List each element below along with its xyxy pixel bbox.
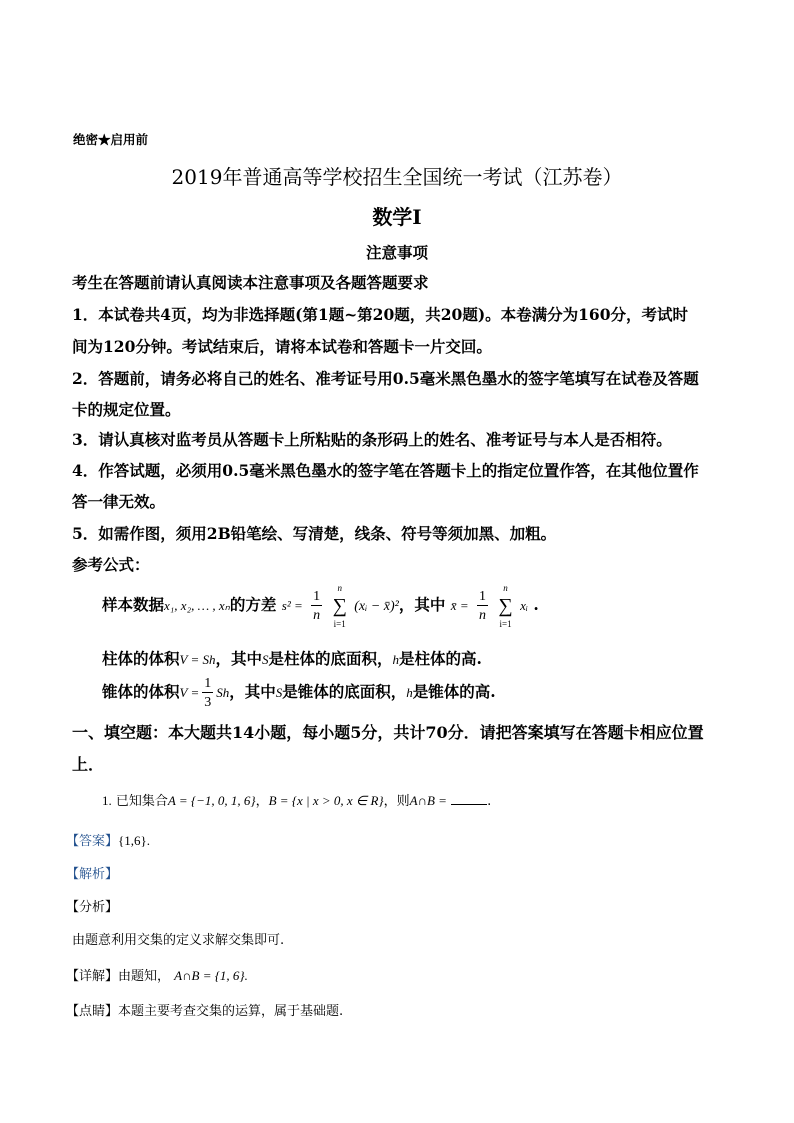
sum-lower: i=1: [499, 619, 512, 629]
cone-S: S: [275, 685, 283, 700]
prism-formula: [102, 650, 482, 669]
variance-formula: [102, 582, 539, 630]
fraction-1-over-n: [311, 588, 322, 624]
numerator: 1: [313, 589, 321, 604]
fraction-1-over-3: [202, 675, 213, 711]
question-1: [102, 792, 491, 810]
cone-rhs: Sh: [216, 685, 230, 700]
answer-value: {1,6}.: [118, 833, 150, 848]
cone-text2: 是锥体的底面积，: [282, 682, 407, 701]
detail-line: [66, 968, 248, 985]
prism-S: S: [262, 652, 269, 667]
denominator: n: [313, 608, 321, 623]
numerator: 1: [204, 676, 212, 691]
fenxi-label: 【分析】: [66, 900, 119, 915]
comment-label: 【点睛】: [66, 1004, 119, 1019]
fenxi-text: 由题意利用交集的定义求解交集即可.: [72, 933, 285, 948]
fraction-1-over-n: [477, 588, 488, 624]
prism-text3: 是柱体的高.: [399, 649, 482, 668]
question-end: .: [487, 794, 492, 809]
sample-vars: x₁, x₂, … , xₙ: [164, 598, 230, 613]
sum-upper: n: [503, 583, 508, 593]
comment-line: [66, 1004, 343, 1020]
classification-label: 绝密★启用前: [73, 132, 149, 147]
question-text2: ，则: [383, 794, 410, 809]
section-heading: 一、填空题：本大题共14小题，每小题5分，共计70分．请把答案填写在答题卡相应位置: [72, 723, 704, 742]
notice-item-5: 5．如需作图，须用2B铅笔绘、写清楚，线条、符号等须加黑、加粗。: [72, 524, 557, 543]
question-sep: ，: [255, 794, 269, 809]
mean-lhs: x̄ =: [450, 598, 469, 613]
detail-expr: A∩B = {1, 6}.: [174, 968, 248, 983]
notice-item-3: 3．请认真核对监考员从答题卡上所粘贴的条形码上的姓名、准考证号与本人是否相符。: [72, 430, 672, 449]
variance-sep: ，其中: [398, 595, 446, 614]
question-expr: A∩B =: [409, 793, 447, 808]
variance-body: (xᵢ − x̄)²: [354, 599, 399, 614]
formula-heading: 参考公式：: [72, 555, 150, 574]
cone-h: h: [406, 685, 413, 700]
set-a: A = {−1, 0, 1, 6}: [167, 793, 256, 808]
notice-item-2-cont: 卡的规定位置。: [72, 400, 181, 419]
variance-prefix: 样本数据: [102, 595, 165, 614]
question-text: 已知集合: [115, 794, 168, 809]
notice-item-4-cont: 答一律无效。: [72, 492, 166, 511]
sum-upper: n: [337, 583, 342, 593]
prism-text2: 是柱体的底面积，: [268, 649, 393, 668]
exam-title: 2019年普通高等学校招生全国统一考试（江苏卷）: [171, 165, 623, 189]
answer-label: 【答案】: [66, 834, 119, 849]
question-number: 1.: [102, 793, 112, 808]
notice-item-2: 2．答题前，请务必将自己的姓名、准考证号用0.5毫米黑色墨水的签字笔填写在试卷及答题: [72, 369, 699, 388]
cone-formula: [102, 675, 496, 711]
prism-eq: V = Sh: [179, 652, 216, 667]
cone-prefix: 锥体的体积: [102, 682, 180, 701]
answer-blank: [451, 792, 487, 805]
numerator: 1: [479, 589, 486, 604]
set-b: B = {x | x > 0, x ∈ R}: [268, 793, 384, 808]
notice-heading: 注意事项: [365, 243, 428, 262]
variance-lhs: s² =: [281, 598, 303, 613]
denominator: n: [479, 608, 486, 623]
prism-prefix: 柱体的体积: [102, 649, 180, 668]
notice-intro: 考生在答题前请认真阅读本注意事项及各题答题要求: [72, 273, 429, 292]
cone-text1: ，其中: [229, 682, 276, 701]
notice-item-1: 1．本试卷共4页，均为非选择题(第1题~第20题，共20题)。本卷满分为160分，考试时: [72, 305, 689, 324]
denominator: 3: [204, 695, 212, 710]
sum-lower: i=1: [333, 619, 346, 629]
prism-text1: ，其中: [215, 649, 263, 668]
detail-label: 【详解】: [66, 969, 119, 984]
end-dot: .: [533, 595, 539, 614]
prism-h: h: [392, 652, 400, 667]
notice-item-4: 4．作答试题，必须用0.5毫米黑色墨水的签字笔在答题卡上的指定位置作答，在其他位置作: [72, 461, 699, 480]
subject-title: 数学Ⅰ: [372, 205, 422, 229]
answer-line: [66, 833, 150, 850]
notice-item-1-cont: 间为120分钟。考试结束后，请将本试卷和答题卡一片交回。: [72, 337, 492, 356]
variance-mid: 的方差: [229, 595, 277, 614]
cone-text3: 是锥体的高.: [412, 682, 496, 701]
cone-lhs: V =: [179, 685, 200, 700]
analysis-label: 【解析】: [66, 867, 119, 882]
sum-symbol: n ∑ i=1: [332, 583, 347, 629]
section-heading-cont: 上．: [72, 755, 105, 774]
detail-text: 由题知，: [118, 969, 171, 984]
mean-body: xᵢ: [520, 598, 528, 613]
sum-symbol: n ∑ i=1: [498, 583, 513, 629]
comment-text: 本题主要考查交集的运算，属于基础题.: [118, 1004, 344, 1019]
